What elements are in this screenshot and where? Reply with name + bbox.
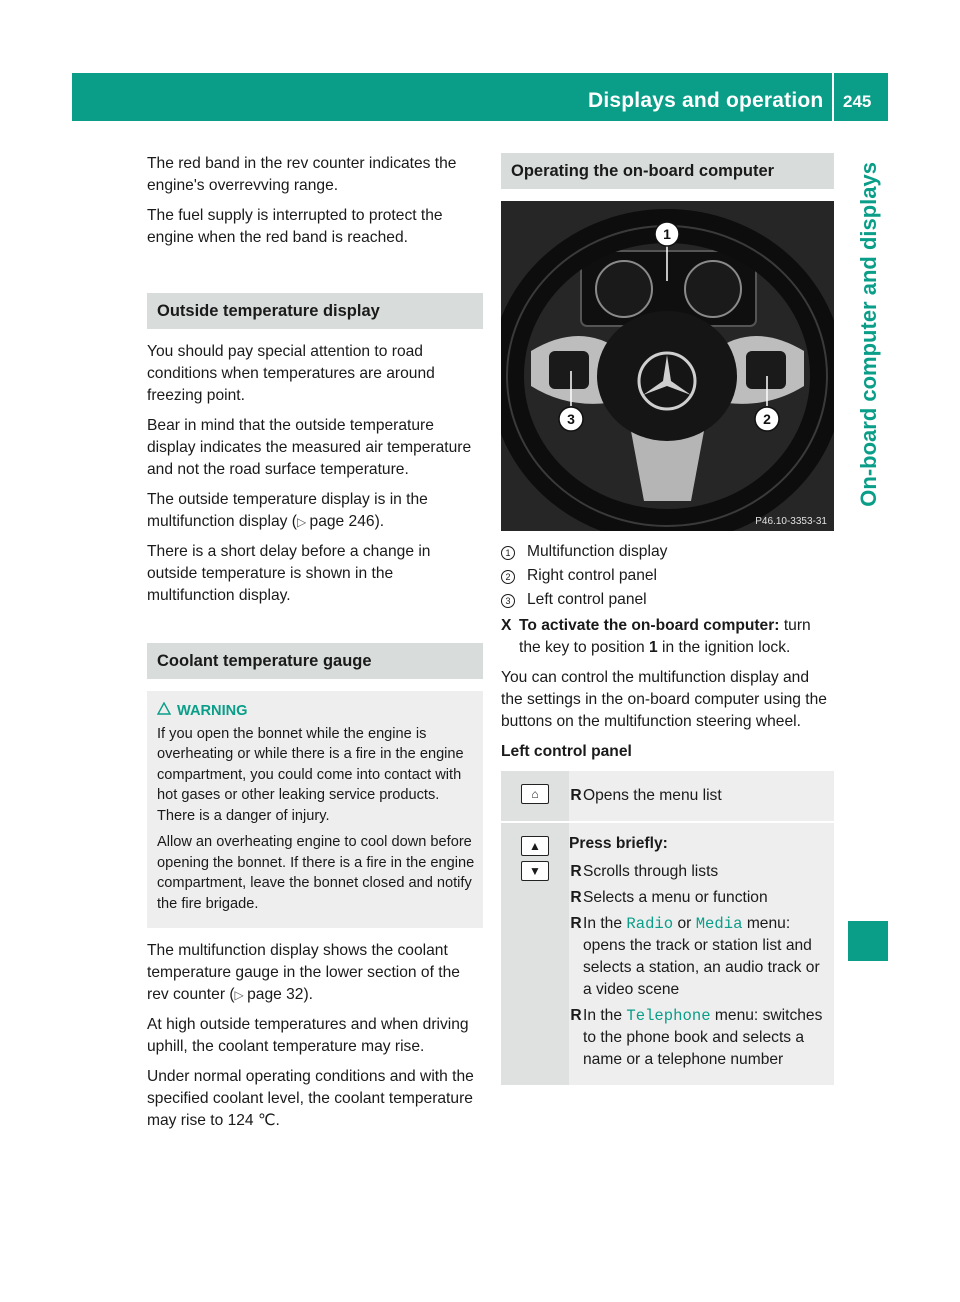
- left-control-panel-heading: Left control panel: [501, 743, 632, 760]
- steering-wheel-illustration: [501, 201, 834, 531]
- outside-paragraph-3: The outside temperature display is in the multifunction display (▷ page 246).: [147, 491, 428, 530]
- warning-paragraph-2: Allow an overheating engine to cool down before opening the bonnet. If there is a fire in the engine compartment, leave the bonnet closed and notify the fire brigade.: [157, 834, 475, 912]
- chapter-marker: [848, 921, 888, 961]
- left-control-panel-table: [501, 771, 834, 1087]
- telephone-menu-label: Telephone: [626, 1007, 711, 1025]
- coolant-paragraph-3: Under normal operating conditions and with the specified coolant level, the coolant temperature may rise to 124 ℃.: [147, 1068, 474, 1129]
- page-number: 245: [843, 92, 872, 111]
- legend-item-2: [501, 565, 834, 587]
- press-briefly-label: Press briefly:: [569, 835, 668, 852]
- arrow-down-key-icon: ▼: [521, 861, 549, 881]
- warning-box: [147, 691, 483, 928]
- section-heading-outside-temperature: Outside temperature display: [147, 293, 483, 329]
- page-ref-link[interactable]: page 246: [309, 513, 375, 530]
- legend-item-1: [501, 541, 834, 563]
- instruction-bold: To activate the on-board computer:: [519, 617, 780, 634]
- outside-paragraph-1: You should pay special attention to road conditions when temperatures are around freezing point.: [147, 343, 435, 404]
- coolant-paragraph-1: The multifunction display shows the coolant temperature gauge in the lower section of the rev counter (▷ page 32).: [147, 942, 460, 1003]
- coolant-paragraph-2: At high outside temperatures and when driving uphill, the coolant temperature may rise.: [147, 1016, 469, 1055]
- outside-paragraph-2: Bear in mind that the outside temperature display indicates the measured air temperature and not the road surface temperature.: [147, 417, 472, 478]
- legend-item-3: [501, 589, 834, 611]
- legend-text-1: Multifunction display: [527, 543, 668, 560]
- chapter-side-tab: [856, 162, 886, 762]
- right-column: [501, 153, 834, 1087]
- callout-3: [559, 407, 583, 431]
- svg-text:1: 1: [663, 226, 671, 242]
- legend-number-3: 3: [501, 594, 515, 608]
- instruction-step: X To activate the on-board computer: turn the key to position 1 in the ignition lock.: [501, 615, 834, 659]
- table-row: ▲ ▼ Press briefly: R Scrolls through lists R Selects a menu or function R In the Radio or Media menu: opens the track or station list and selects a station, an audio track or a video scene R In the Telephone menu: switches to the phone book and selects a name or a telephone number: [501, 822, 834, 1086]
- outside-paragraph-4: There is a short delay before a change in outside temperature is shown in the multifunction display.: [147, 543, 431, 604]
- page-title: Displays and operation: [588, 89, 824, 112]
- svg-text:3: 3: [567, 411, 575, 427]
- section-heading-on-board-computer: Operating the on-board computer: [501, 153, 834, 189]
- table-cell-text: Opens the menu list: [583, 787, 722, 804]
- home-key-icon: ⌂: [521, 784, 549, 804]
- left-column: [147, 153, 483, 1140]
- warning-triangle-icon: [157, 701, 171, 722]
- media-menu-label: Media: [695, 915, 743, 933]
- intro-paragraph-1: The red band in the rev counter indicates the engine's overrevving range.: [147, 155, 457, 194]
- section-heading-coolant: Coolant temperature gauge: [147, 643, 483, 679]
- intro-paragraph-2: The fuel supply is interrupted to protect the engine when the red band is reached.: [147, 207, 443, 246]
- svg-text:2: 2: [763, 411, 771, 427]
- instruction-marker: X: [501, 617, 512, 634]
- steering-wheel-figure: [501, 201, 834, 531]
- radio-menu-label: Radio: [626, 915, 674, 933]
- figure-code: P46.10-3353-31: [755, 516, 827, 527]
- callout-2: [755, 407, 779, 431]
- header-divider: [832, 73, 834, 121]
- page-ref-arrow-icon: ▷: [296, 515, 310, 529]
- legend-text-2: Right control panel: [527, 567, 658, 584]
- legend-text-3: Left control panel: [527, 591, 647, 608]
- steering-buttons-paragraph: You can control the multifunction display and the settings in the on-board computer using the buttons on the multifunction steering wheel.: [501, 669, 827, 730]
- legend-number-2: 2: [501, 570, 515, 584]
- arrow-up-key-icon: ▲: [521, 836, 549, 856]
- callout-1: [655, 222, 679, 246]
- legend-number-1: 1: [501, 546, 515, 560]
- warning-title: WARNING: [157, 701, 475, 722]
- page-ref-arrow-icon: ▷: [234, 988, 248, 1002]
- table-row: ⌂ R Opens the menu list: [501, 771, 834, 822]
- warning-paragraph-1: If you open the bonnet while the engine is overheating or while there is a fire in the engine compartment, you could come into contact with hot gases or other leaking service products. There is a danger of injury.: [157, 725, 464, 824]
- page-ref-link[interactable]: page 32: [247, 986, 304, 1003]
- chapter-side-tab-label: On-board computer and displays: [856, 162, 881, 507]
